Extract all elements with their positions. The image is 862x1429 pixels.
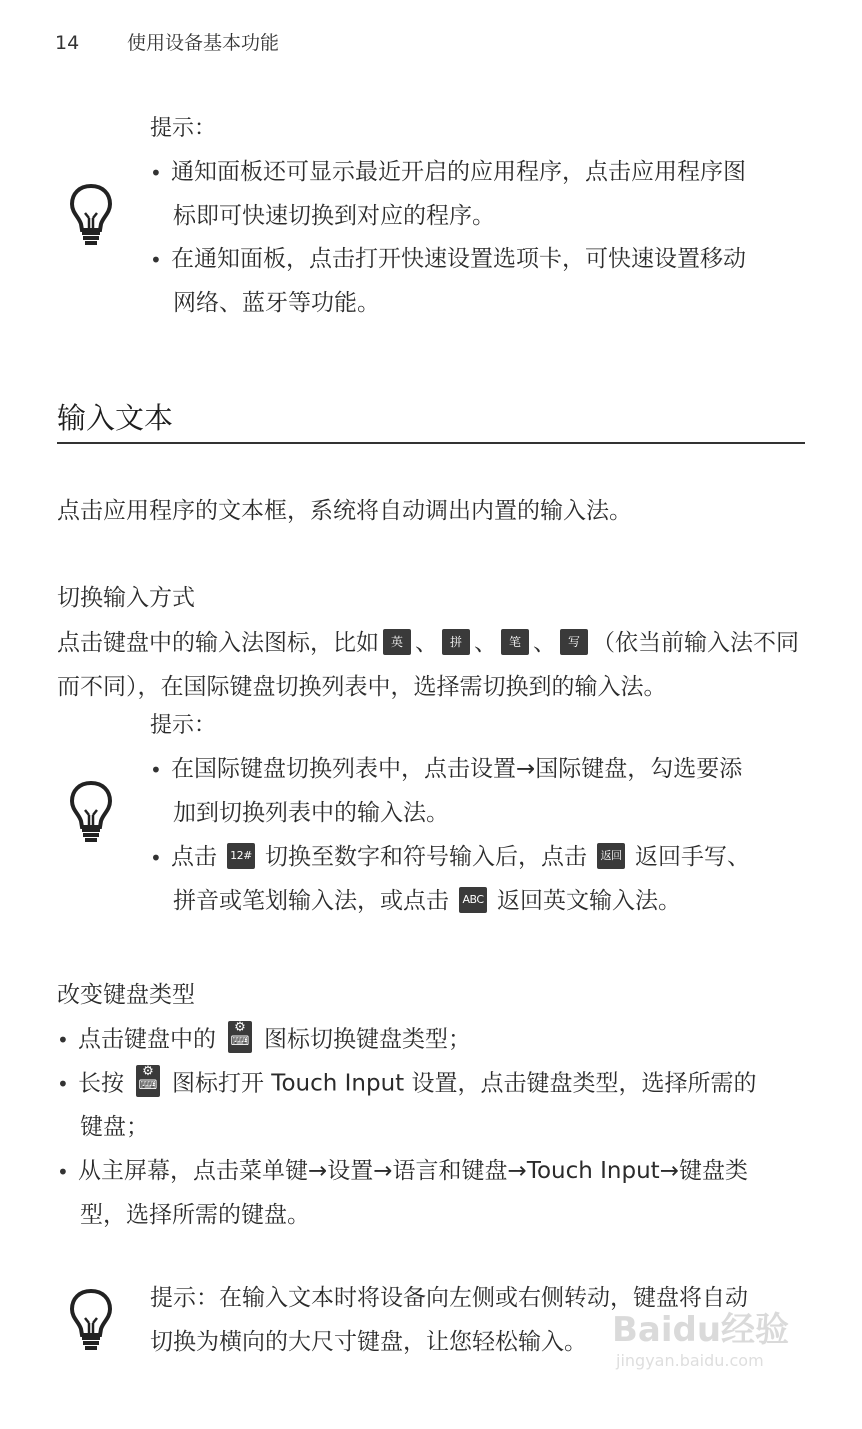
bullet-dot: • (57, 1072, 69, 1096)
lightbulb-icon (68, 780, 114, 846)
watermark-url: jingyan.baidu.com (616, 1351, 764, 1370)
tip2-text-e: 返回英文输入法。 (497, 888, 681, 914)
tip2-bullet1-line2: 加到切换列表中的输入法。 (173, 800, 449, 826)
tip-label: 提示： (150, 116, 217, 141)
key-handwrite-icon: 写 (560, 629, 588, 655)
tip1-bullet2-line2: 网络、蓝牙等功能。 (173, 290, 380, 316)
bullet-dot: • (57, 1028, 69, 1052)
tip2-bullet2-line1 (171, 842, 750, 872)
tip-label: 提示： (150, 713, 217, 738)
tip1-bullet2-line1: 在通知面板，点击打开快速设置选项卡，可快速设置移动 (171, 246, 746, 272)
bullet-dot: • (150, 758, 162, 782)
watermark-brand: Baidu经验 (612, 1310, 790, 1350)
separator: 、 (533, 630, 556, 656)
switch-paragraph-line1 (57, 628, 799, 658)
section-rule (57, 442, 805, 444)
switch-paragraph-line2: 而不同），在国际键盘切换列表中，选择需切换到的输入法。 (57, 674, 667, 700)
tip1-bullet1-line2: 标即可快速切换到对应的程序。 (173, 203, 495, 229)
keyboard-type-title: 改变键盘类型 (57, 982, 195, 1008)
page-number: 14 (55, 32, 80, 54)
tip2-text-d: 拼音或笔划输入法，或点击 (173, 888, 449, 914)
settings-key-icon: ⚙ ⌨ (136, 1065, 160, 1097)
kbtype-text-d: 图标打开 Touch Input 设置，点击键盘类型，选择所需的 (172, 1070, 757, 1097)
tip1-bullet1-line1: 通知面板还可显示最近开启的应用程序，点击应用程序图 (171, 159, 746, 185)
key-numbers-icon: 12# (227, 843, 255, 869)
bullet-dot: • (150, 248, 162, 272)
tip2-bullet2-line2 (173, 886, 681, 916)
tip2-text-b: 切换至数字和符号输入后，点击 (265, 844, 587, 870)
key-abc-icon: ABC (459, 887, 487, 913)
tip2-bullet1-line1: 在国际键盘切换列表中，点击设置→国际键盘，勾选要添 (171, 756, 743, 782)
section-title: 输入文本 (57, 401, 174, 435)
tip2-text-c: 返回手写、 (635, 844, 750, 870)
baidu-watermark (612, 1310, 812, 1390)
kbtype-bullet2-line1 (78, 1064, 757, 1100)
lightbulb-icon (68, 1288, 114, 1354)
key-stroke-icon: 笔 (501, 629, 529, 655)
kbtype-text-a: 点击键盘中的 (78, 1026, 216, 1053)
page-header (55, 28, 279, 55)
key-pinyin-icon: 拼 (442, 629, 470, 655)
tip3-line1: 提示：在输入文本时将设备向左侧或右侧转动，键盘将自动 (150, 1285, 748, 1311)
switch-text-b: （依当前输入法不同 (592, 630, 799, 656)
switch-input-title: 切换输入方式 (57, 585, 195, 611)
kbtype-text-b: 图标切换键盘类型； (264, 1026, 471, 1053)
bullet-dot: • (57, 1160, 69, 1184)
kbtype-bullet3-line2: 型，选择所需的键盘。 (80, 1202, 310, 1228)
bullet-dot: • (150, 161, 162, 185)
kbtype-bullet1 (78, 1020, 471, 1056)
section-intro: 点击应用程序的文本框，系统将自动调出内置的输入法。 (57, 498, 632, 524)
bullet-dot: • (150, 846, 162, 870)
separator: 、 (415, 630, 438, 656)
key-back-icon: 返回 (597, 843, 625, 869)
tip3-line2: 切换为横向的大尺寸键盘，让您轻松输入。 (150, 1329, 587, 1355)
separator: 、 (474, 630, 497, 656)
key-english-icon: 英 (383, 629, 411, 655)
settings-key-icon: ⚙ ⌨ (228, 1021, 252, 1053)
lightbulb-icon (68, 183, 114, 249)
kbtype-bullet2-line2: 键盘； (80, 1114, 149, 1140)
kbtype-text-c: 长按 (78, 1070, 124, 1097)
switch-text-a: 点击键盘中的输入法图标，比如 (57, 630, 379, 656)
tip2-text-a: 点击 (171, 844, 217, 870)
chapter-title: 使用设备基本功能 (127, 32, 280, 54)
kbtype-bullet3-line1: 从主屏幕，点击菜单键→设置→语言和键盘→Touch Input→键盘类 (78, 1158, 748, 1184)
